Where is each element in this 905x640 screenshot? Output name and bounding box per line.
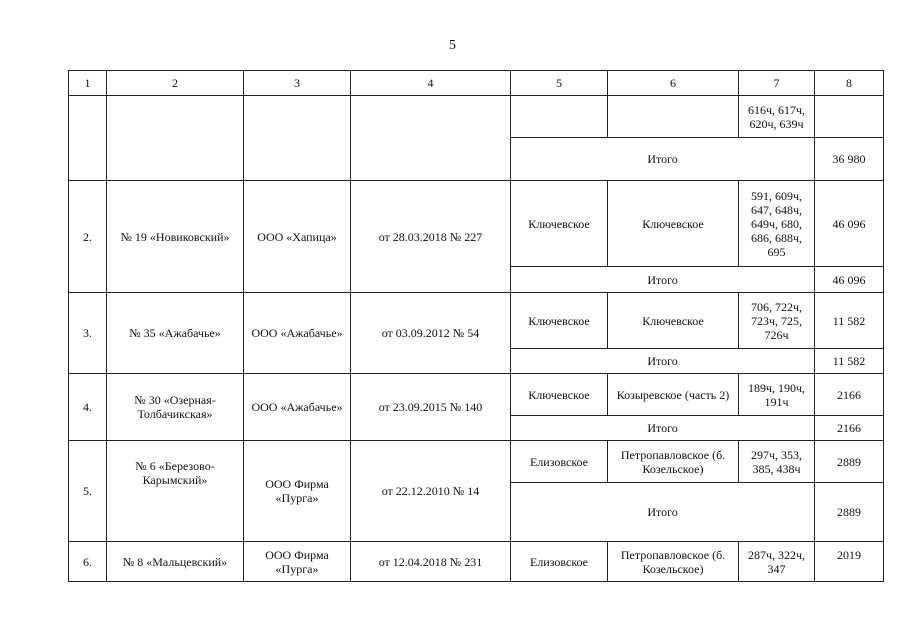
cell-name: № 30 «Озерная-Толбачикская» [107, 374, 244, 441]
table-row [69, 96, 884, 138]
header-cell: 4 [351, 71, 511, 96]
header-cell: 5 [511, 71, 608, 96]
cell-quarters: 297ч, 353, 385, 438ч [739, 441, 815, 483]
cell-forestry: Ключевское [608, 293, 739, 349]
cell-forestry: Петропавловское (б. Козельское) [608, 542, 739, 582]
cell-name [107, 96, 244, 181]
cell-district: Ключевское [511, 374, 608, 416]
cell-doc [351, 96, 511, 181]
header-cell: 6 [608, 71, 739, 96]
cell-doc: от 22.12.2010 № 14 [351, 441, 511, 542]
header-cell: 7 [739, 71, 815, 96]
cell-name: № 35 «Ажабачье» [107, 293, 244, 374]
cell-org [244, 96, 351, 181]
cell-doc: от 12.04.2018 № 231 [351, 542, 511, 582]
cell-area [815, 96, 884, 138]
cell-quarters: 706, 722ч, 723ч, 725, 726ч [739, 293, 815, 349]
total-label: Итого [511, 138, 815, 181]
total-label: Итого [511, 483, 815, 542]
cell-num: 4. [69, 374, 107, 441]
total-label: Итого [511, 349, 815, 374]
cell-area: 46 096 [815, 181, 884, 267]
cell-org: ООО «Ажабачье» [244, 374, 351, 441]
cell-area: 2889 [815, 441, 884, 483]
cell-doc: от 03.09.2012 № 54 [351, 293, 511, 374]
cell-district [511, 96, 608, 138]
data-table [68, 70, 884, 582]
cell-num [69, 96, 107, 181]
cell-doc: от 23.09.2015 № 140 [351, 374, 511, 441]
total-value: 36 980 [815, 138, 884, 181]
cell-quarters: 189ч, 190ч, 191ч [739, 374, 815, 416]
cell-name: № 19 «Новиковский» [107, 181, 244, 293]
table-row [69, 542, 884, 582]
cell-district: Елизовское [511, 542, 608, 582]
total-label: Итого [511, 267, 815, 293]
cell-num: 6. [69, 542, 107, 582]
cell-num: 3. [69, 293, 107, 374]
cell-district: Ключевское [511, 181, 608, 267]
cell-area: 2166 [815, 374, 884, 416]
total-value: 46 096 [815, 267, 884, 293]
total-value: 2889 [815, 483, 884, 542]
table-row [69, 293, 884, 349]
cell-forestry: Петропавловское (б. Козельское) [608, 441, 739, 483]
total-value: 2166 [815, 416, 884, 441]
header-cell: 8 [815, 71, 884, 96]
header-cell: 2 [107, 71, 244, 96]
header-row [69, 71, 884, 96]
cell-quarters: 591, 609ч, 647, 648ч, 649ч, 680, 686, 688ч, 695 [739, 181, 815, 267]
cell-name: № 8 «Мальцевский» [107, 542, 244, 582]
page-number: 5 [449, 38, 456, 53]
cell-quarters: 616ч, 617ч, 620ч, 639ч [739, 96, 815, 138]
cell-quarters: 287ч, 322ч, 347 [739, 542, 815, 582]
cell-name: № 6 «Березово-Карымский» [107, 441, 244, 542]
cell-num: 2. [69, 181, 107, 293]
header-cell: 1 [69, 71, 107, 96]
cell-area: 2019 [815, 542, 884, 582]
cell-district: Ключевское [511, 293, 608, 349]
total-value: 11 582 [815, 349, 884, 374]
cell-area: 11 582 [815, 293, 884, 349]
total-label: Итого [511, 416, 815, 441]
cell-org: ООО Фирма «Пурга» [244, 542, 351, 582]
cell-forestry: Ключевское [608, 181, 739, 267]
cell-org: ООО «Хапица» [244, 181, 351, 293]
cell-forestry: Козыревское (часть 2) [608, 374, 739, 416]
cell-org: ООО «Ажабачье» [244, 293, 351, 374]
cell-district: Елизовское [511, 441, 608, 483]
table-row [69, 181, 884, 267]
cell-forestry [608, 96, 739, 138]
cell-doc: от 28.03.2018 № 227 [351, 181, 511, 293]
table-row [69, 441, 884, 483]
table-row [69, 374, 884, 416]
cell-num: 5. [69, 441, 107, 542]
cell-org: ООО Фирма «Пурга» [244, 441, 351, 542]
header-cell: 3 [244, 71, 351, 96]
